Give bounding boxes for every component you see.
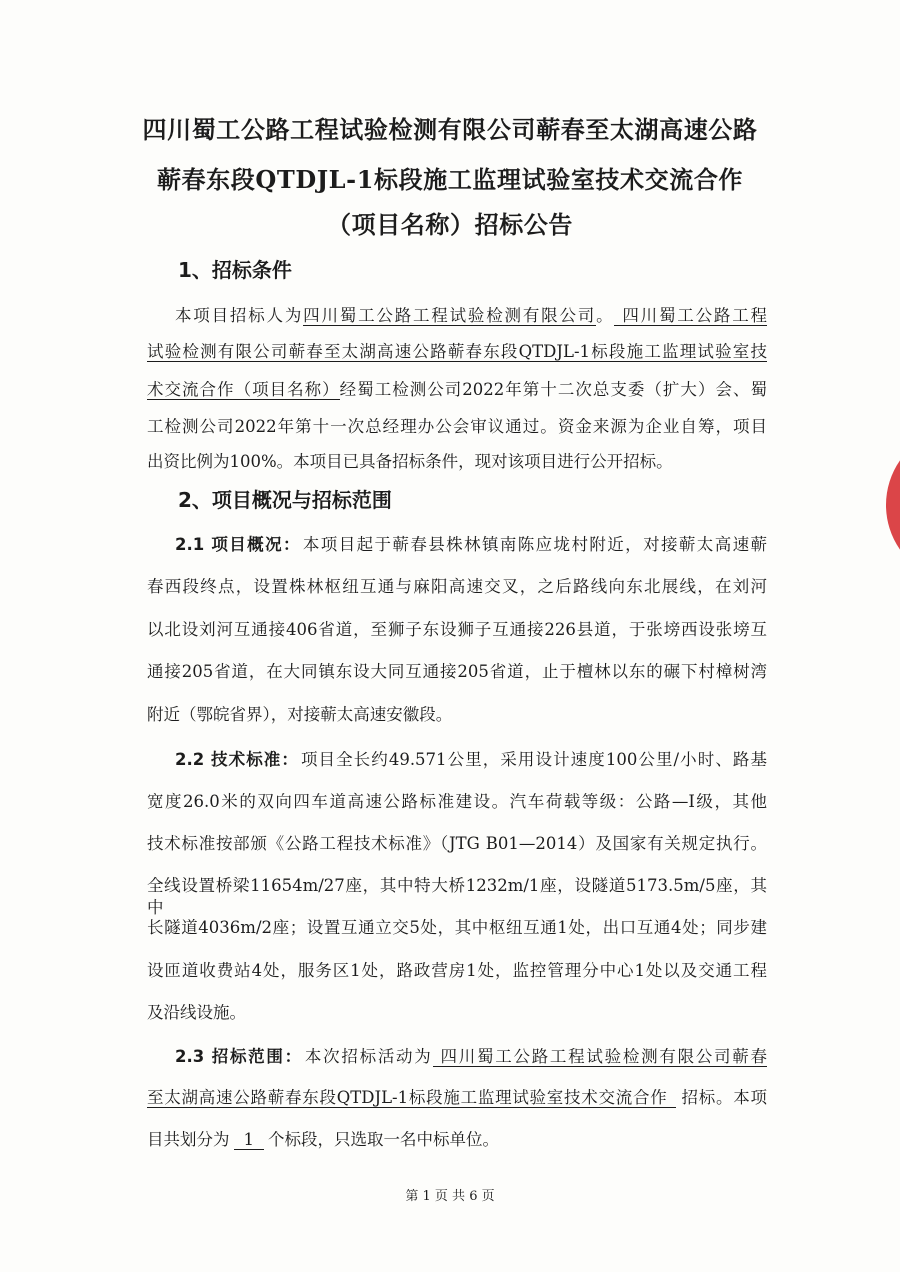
text-line: 长隧道4036m/2座；设置互通立交5处，其中枢纽互通1处，出口互通4处；同步建 — [147, 918, 767, 937]
underlined-segment: 至太湖高速公路蕲春东段QTDJL-1标段施工监理试验室技术交流合作 — [147, 1088, 676, 1108]
underlined-segment: 四川蜀工公路工程试验检测有限公司 — [303, 306, 597, 325]
lot-count-underlined: 1 — [234, 1130, 265, 1150]
text-segment: 出资比例为100%。本项目已具备招标条件，现对该项目进行公开招标。 — [147, 452, 673, 471]
text-line — [175, 305, 767, 327]
text-segment: 工检测公司2022年第十一次总经理办公会审议通过。资金来源为企业自筹，项目 — [147, 417, 767, 436]
seal-stamp-fragment — [884, 455, 900, 555]
underlined-segment: 试验检测有限公司蕲春至太湖高速公路蕲春东段QTDJL-1标段施工监理试验室技 — [147, 342, 767, 361]
text-segment: 。 — [596, 306, 615, 325]
text-segment: 经蜀工检测公司2022年第十二次总支委（扩大）会、蜀 — [339, 380, 767, 399]
clause-label: 2.3 招标范围： — [175, 1047, 303, 1066]
text-segment: 招标。本项 — [681, 1088, 768, 1107]
text-line — [147, 379, 767, 401]
clause-label: 2.2 技术标准： — [175, 750, 299, 769]
text-line — [147, 451, 767, 473]
text-segment: 项目全长约49.571公里，采用设计速度100公里/小时、路基 — [300, 750, 767, 769]
text-line: 以北设刘河互通接406省道，至狮子东设狮子互通接226县道，于张塝西设张塝互 — [147, 620, 767, 639]
text-line: 宽度26.0米的双向四车道高速公路标准建设。汽车荷载等级：公路—I级，其他 — [147, 792, 767, 811]
text-line — [175, 534, 767, 556]
text-line: 全线设置桥梁11654m/27座，其中特大桥1232m/1座，设隧道5173.5m/5座，其中 — [147, 876, 767, 917]
text-line: 设匝道收费站4处，服务区1处，路政营房1处，监控管理分中心1处以及交通工程 — [147, 961, 767, 980]
title-line-2: 蕲春东段QTDJL-1标段施工监理试验室技术交流合作 — [156, 165, 744, 194]
text-line: 技术标准按部颁《公路工程技术标准》（JTG B01—2014）及国家有关规定执行。 — [147, 834, 767, 853]
title-line-1: 四川蜀工公路工程试验检测有限公司蕲春至太湖高速公路 — [142, 115, 758, 144]
underlined-segment: 术交流合作（项目名称） — [147, 380, 340, 399]
text-line: 及沿线设施。 — [147, 1003, 246, 1022]
text-segment: 个标段，只选取一名中标单位。 — [268, 1130, 499, 1149]
text-line: 附近（鄂皖省界），对接蕲太高速安徽段。 — [147, 705, 453, 724]
underlined-segment: 四川蜀工公路工程试验检测有限公司蕲春 — [433, 1047, 767, 1067]
text-segment: 本次招标活动为 — [304, 1047, 433, 1066]
text-line — [175, 1046, 767, 1068]
text-line — [147, 1087, 767, 1109]
text-line — [147, 341, 767, 363]
text-segment: 本项目起于蕲春县株林镇南陈应垅村附近，对接蕲太高速蕲 — [302, 535, 767, 554]
text-line: 春西段终点，设置株林枢纽互通与麻阳高速交叉，之后路线向东北展线，在刘河 — [147, 577, 767, 596]
text-line — [147, 416, 767, 438]
text-line — [175, 749, 767, 771]
underlined-segment: 四川蜀工公路工程 — [614, 306, 767, 326]
text-line — [147, 1129, 767, 1151]
section-heading-bidding-conditions: 1、招标条件 — [178, 258, 292, 282]
clause-label: 2.1 项目概况： — [175, 535, 301, 554]
text-segment: 本项目招标人为 — [175, 306, 304, 325]
text-segment: 目共划分为 — [147, 1130, 230, 1149]
text-line: 通接205省道，在大同镇东设大同互通接205省道，止于檀林以东的碾下村樟树湾 — [147, 662, 767, 681]
page-indicator: 第 1 页 共 6 页 — [405, 1189, 495, 1204]
title-line-3: （项目名称）招标公告 — [327, 210, 573, 239]
section-heading-project-overview: 2、项目概况与招标范围 — [178, 488, 392, 512]
